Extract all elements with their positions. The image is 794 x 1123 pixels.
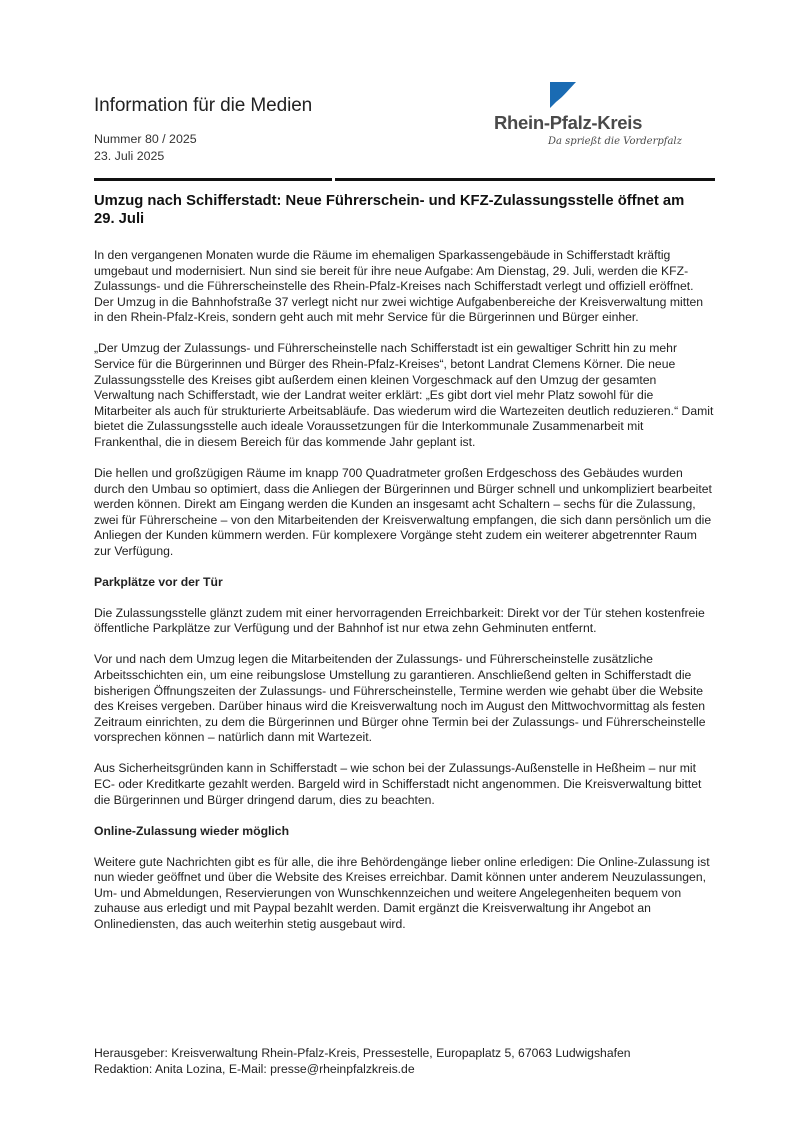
logo-name: Rhein-Pfalz-Kreis <box>494 112 643 133</box>
article-body <box>94 248 714 948</box>
rhein-pfalz-kreis-flag-icon <box>548 82 578 110</box>
paragraph: Die hellen und großzügigen Räume im knapp 700 Quadratmeter großen Erdgeschoss des Gebäudes wurden durch den Umbau so optimiert, dass die Anliegen der Bürgerinnen und Bürger schnell und unkompliziert bearbeitet werden können. Direkt am Eingang werden die Kunden an insgesamt acht Schaltern – sechs für die Zulassung, zwei für Führerscheine – von den Mitarbeitenden der Kreisverwaltung empfangen, die sich dann persönlich um die Anliegen der Kunden kümmern werden. Für komplexere Vorgänge steht zudem ein weiterer abgetrennter Raum zur Verfügung. <box>94 465 712 558</box>
logo <box>494 82 694 152</box>
logo-tagline: Da sprießt die Vorderpfalz <box>548 136 682 147</box>
paragraph: Die Zulassungsstelle glänzt zudem mit einer hervorragenden Erreichbarkeit: Direkt vor der Tür stehen kostenfreie öffentliche Parkplätze zur Verfügung und der Bahnhof ist nur etwa zehn Gehminuten entfernt. <box>94 605 705 636</box>
document-title: Information für die Medien <box>94 95 313 116</box>
paragraph: Vor und nach dem Umzug legen die Mitarbeitenden der Zulassungs- und Führerscheinstelle zusätzliche Arbeitsschichten ein, um eine reibungslose Umstellung zu garantieren. Anschließend gelten in Schifferstadt die bisherigen Öffnungszeiten der Zulassungs- und Führerscheinstelle, Termine werden wie gehabt über die Website des Kreises vergeben. Darüber hinaus wird die Kreisverwaltung noch im August den Mittwochvormittag als festen Zeitraum einrichten, zu dem die Bürgerinnen und Bürger ohne Termin bei der Zulassungs- und Führerscheinstelle vorsprechen können – natürlich dann mit Wartezeit. <box>94 652 706 745</box>
footer <box>94 1046 631 1078</box>
header-rule-right <box>335 178 715 181</box>
release-number: Nummer 80 / 2025 <box>94 132 197 146</box>
paragraph: Weitere gute Nachrichten gibt es für alle, die ihre Behördengänge lieber online erledigen: Die Online-Zulassung ist nun wieder geöffnet und über die Website des Kreises erreichbar. Damit können unter anderem Neuzulassungen, Um- und Abmeldungen, Reservierungen von Wunschkennzeichen und weitere Angelegenheiten bequem von zuhause aus erledigt und mit Paypal bezahlt werden. Damit ergänzt die Kreisverwaltung ihr Angebot an Onlinediensten, das auch weiterhin stetig ausgebaut wird. <box>94 854 710 931</box>
section-heading-online: Online-Zulassung wieder möglich <box>94 823 290 838</box>
paragraph: „Der Umzug der Zulassungs- und Führerscheinstelle nach Schifferstadt ist ein gewaltiger Schritt hin zu mehr Service für die Bürgerinnen und Bürger des Rhein-Pfalz-Kreises“, betont Landrat Clemens Körner. Die neue Zulassungsstelle des Kreises gibt außerdem einen kleinen Vorgeschmack auf den Umzug der gesamten Verwaltung nach Schifferstadt, wie der Landrat weiter erklärt: „Es gibt dort viel mehr Platz sowohl für die Mitarbeiter als auch für strukturierte Arbeitsabläufe. Das wiederum wird die Wartezeiten deutlich reduzieren.“ Damit bietet die Zulassungsstelle auch ideale Voraussetzungen für die Interkommunale Zusammenarbeit mit Frankenthal, die in diesem Bereich für das kommende Jahr geplant ist. <box>94 341 714 449</box>
headline: Umzug nach Schifferstadt: Neue Führerschein- und KFZ-Zulassungsstelle öffnet am 29. Juli <box>94 193 685 227</box>
paragraph: Aus Sicherheitsgründen kann in Schifferstadt – wie schon bei der Zulassungs-Außenstelle in Heßheim – nur mit EC- oder Kreditkarte gezahlt werden. Bargeld wird in Schifferstadt nicht angenommen. Die Kreisverwaltung bittet die Bürgerinnen und Bürger dringend darum, dies zu beachten. <box>94 761 702 807</box>
paragraph: In den vergangenen Monaten wurde die Räume im ehemaligen Sparkassengebäude in Schifferstadt kräftig umgebaut und modernisiert. Nun sind sie bereit für ihre neue Aufgabe: Am Dienstag, 29. Juli, werden die KFZ-Zulassungs- und die Führerscheinstelle des Rhein-Pfalz-Kreises nach Schifferstadt verlegt und offiziell eröffnet. Der Umzug in die Bahnhofstraße 37 verlegt nicht nur zwei wichtige Aufgabenbereiche der Kreisverwaltung mitten in den Rhein-Pfalz-Kreis, sondern geht auch mit mehr Service für die Bürgerinnen und Bürger einher. <box>94 248 704 325</box>
release-meta <box>94 131 197 165</box>
footer-editor: Redaktion: Anita Lozina, E-Mail: presse@rheinpfalzkreis.de <box>94 1061 415 1076</box>
header-rule-left <box>94 178 332 181</box>
footer-publisher: Herausgeber: Kreisverwaltung Rhein-Pfalz-Kreis, Pressestelle, Europaplatz 5, 67063 Ludwigshafen <box>94 1046 631 1060</box>
section-heading-parking: Parkplätze vor der Tür <box>94 574 223 589</box>
release-date: 23. Juli 2025 <box>94 149 165 163</box>
